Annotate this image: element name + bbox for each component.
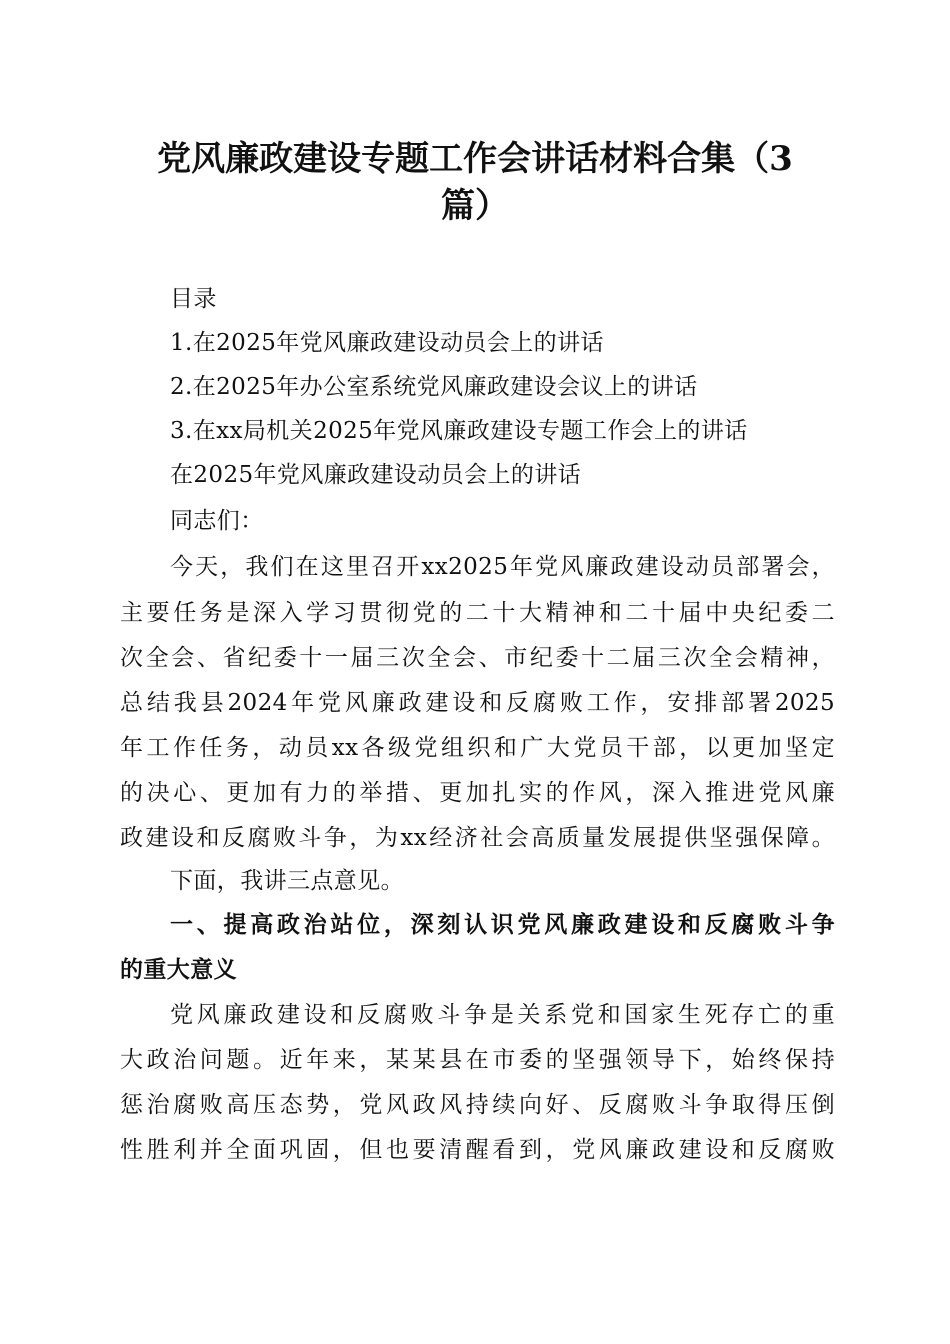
paragraph-3-line-3: 惩治腐败高压态势，党风政风持续向好、反腐败斗争取得压倒: [120, 1092, 835, 1118]
toc-item-1: 1.在2025年党风廉政建设动员会上的讲话: [170, 330, 604, 356]
document-title-line-2: 篇）: [441, 186, 509, 226]
paragraph-3-line-1: 党风廉政建设和反腐败斗争是关系党和国家生死存亡的重: [170, 1002, 835, 1028]
toc-item-3: 3.在xx局机关2025年党风廉政建设专题工作会上的讲话: [170, 418, 748, 444]
salutation: 同志们：: [170, 508, 264, 534]
paragraph-3-line-4: 性胜利并全面巩固，但也要清醒看到，党风廉政建设和反腐败: [120, 1137, 835, 1163]
paragraph-1-line-3: 次全会、省纪委十一届三次全会、市纪委十二届三次全会精神，: [120, 645, 835, 671]
toc-item-2: 2.在2025年办公室系统党风廉政建设会议上的讲话: [170, 374, 698, 400]
paragraph-1-line-7: 政建设和反腐败斗争，为xx经济社会高质量发展提供坚强保障。: [120, 825, 835, 851]
toc-heading: 目录: [170, 286, 217, 312]
paragraph-3-line-2: 大政治问题。近年来，某某县在市委的坚强领导下，始终保持: [120, 1047, 835, 1073]
paragraph-1-line-1: 今天，我们在这里召开xx2025年党风廉政建设动员部署会，: [170, 554, 835, 580]
speech-title: 在2025年党风廉政建设动员会上的讲话: [170, 462, 582, 488]
section-1-heading-line-2: 的重大意义: [120, 957, 237, 983]
document-title-line-1: 党风廉政建设专题工作会讲话材料合集（3: [157, 139, 793, 179]
section-1-heading-line-1: 一、提高政治站位，深刻认识党风廉政建设和反腐败斗争: [170, 912, 835, 938]
paragraph-1-line-2: 主要任务是深入学习贯彻党的二十大精神和二十届中央纪委二: [120, 600, 835, 626]
paragraph-2: 下面，我讲三点意见。: [170, 868, 404, 894]
paragraph-1-line-5: 年工作任务，动员xx各级党组织和广大党员干部，以更加坚定: [120, 735, 835, 761]
paragraph-1-line-4: 总结我县2024年党风廉政建设和反腐败工作，安排部署2025: [120, 690, 835, 716]
paragraph-1-line-6: 的决心、更加有力的举措、更加扎实的作风，深入推进党风廉: [120, 780, 835, 806]
